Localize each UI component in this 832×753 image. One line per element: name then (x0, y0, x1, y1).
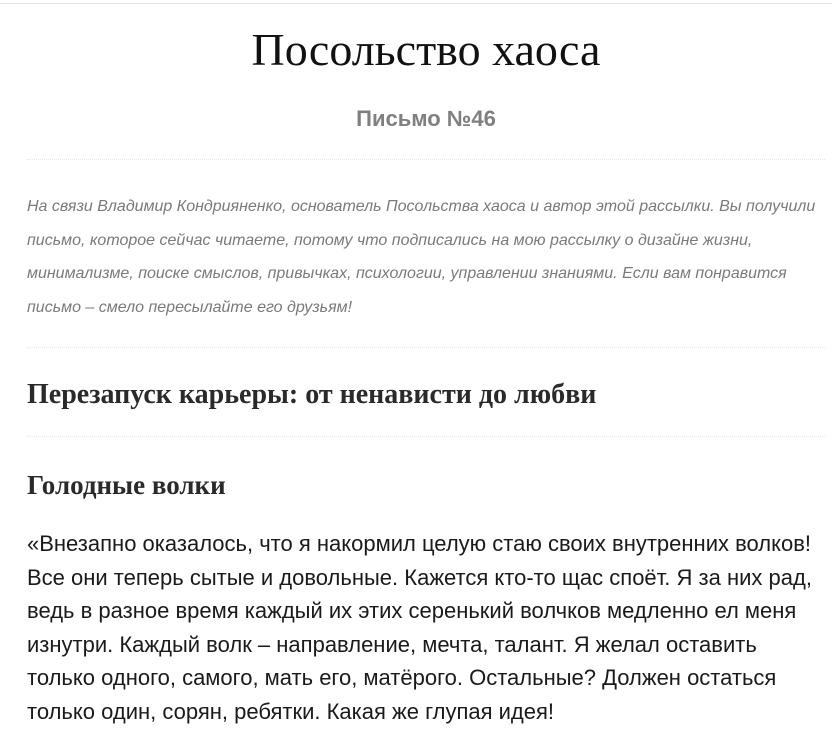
article-title: Перезапуск карьеры: от ненависти до любви (27, 379, 597, 410)
section-heading: Голодные волки (27, 470, 226, 500)
issue-number: Письмо №46 (356, 106, 496, 131)
newsletter-content (27, 0, 825, 728)
article-paragraph: «Внезапно оказалось, что я накормил целую стаю своих внутренних волков! Все они теперь сытые и довольные. Кажется кто-то щас споёт. Я за них рад, ведь в разное время каждый их этих серенький волчков медленно ел меня изнутри. Каждый волк – направление, мечта, талант. Я желал оставить только одного, самого, мать его, матёрого. Остальные? Должен остаться только один, сорян, ребятки. Какая же глупая идея! (27, 531, 812, 724)
site-title: Посольство хаоса (251, 24, 601, 75)
divider (27, 347, 825, 348)
divider (27, 436, 825, 437)
intro-text: На связи Владимир Кондрияненко, основатель Посольства хаоса и автор этой рассылки. Вы получили письмо, которое сейчас читаете, потому что подписались на мою рассылку о дизайне жизни, минимализме, поиске смыслов, привычках, психологии, управлении знаниями. Если вам понравится письмо – смело пересылайте его друзьям! (27, 198, 816, 316)
divider (27, 159, 825, 160)
